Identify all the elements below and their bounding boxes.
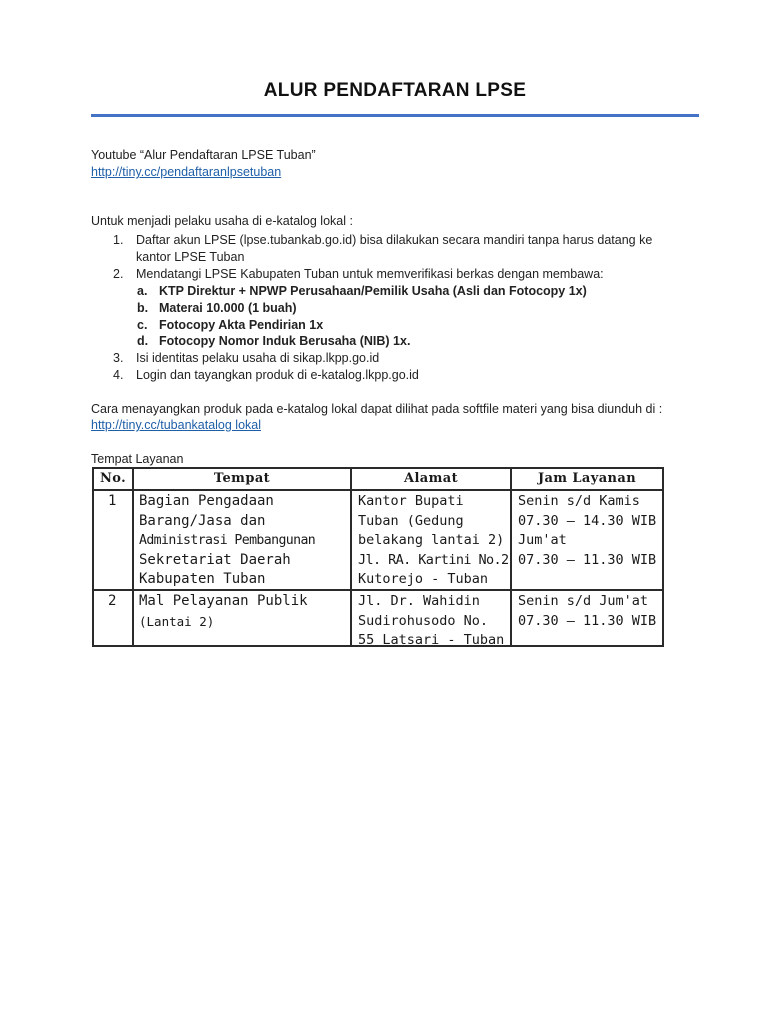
step-number: 2.	[113, 267, 124, 281]
alamat-line: Kantor Bupati	[358, 493, 464, 509]
sub-item-letter: d.	[137, 334, 149, 348]
tempat-line: Bagian Pengadaan	[139, 493, 274, 509]
step-text: Daftar akun LPSE (lpse.tubankab.go.id) bisa dilakukan secara mandiri tanpa harus datang ke	[136, 233, 653, 247]
tempat-line: Barang/Jasa dan	[139, 512, 266, 529]
step-text: Login dan tayangkan produk di e-katalog.lkpp.go.id	[136, 368, 419, 382]
sub-item-text: Materai 10.000 (1 buah)	[159, 301, 297, 315]
header-jam: Jam Layanan	[537, 471, 637, 486]
sub-item-letter: c.	[137, 318, 148, 332]
table-border	[350, 467, 352, 647]
table-border	[662, 467, 664, 647]
intro-text: Untuk menjadi pelaku usaha di e-katalog lokal :	[91, 214, 353, 228]
table-border	[92, 467, 664, 469]
page-title: ALUR PENDAFTARAN LPSE	[263, 80, 527, 101]
step-text: Mendatangi LPSE Kabupaten Tuban untuk memverifikasi berkas dengan membawa:	[136, 267, 604, 281]
header-no: No.	[99, 471, 127, 486]
sub-item-text: Fotocopy Nomor Induk Berusaha (NIB) 1x.	[159, 334, 411, 348]
row2-no: 2	[108, 593, 117, 609]
service-heading: Tempat Layanan	[91, 452, 184, 466]
sub-item-letter: b.	[137, 301, 149, 315]
title-underline	[91, 114, 699, 117]
tempat-line: Kabupaten Tuban	[139, 571, 266, 588]
tempat-line: Mal Pelayanan Publik	[139, 593, 308, 609]
alamat-line: belakang lantai 2)	[358, 532, 505, 549]
jam-line: 07.30 – 11.30 WIB	[518, 612, 657, 629]
row2-tempat	[139, 592, 308, 631]
row1-tempat	[139, 492, 315, 590]
jam-line: Senin s/d Jum'at	[518, 593, 649, 609]
jam-line: 07.30 – 11.30 WIB	[518, 551, 657, 568]
row1-alamat	[358, 492, 509, 590]
alamat-line: Tuban (Gedung	[358, 512, 464, 529]
catalog-link[interactable]: http://tiny.cc/tubankatalog lokal	[91, 418, 262, 432]
catalog-text: Cara menayangkan produk pada e-katalog lokal dapat dilihat pada softfile materi yang bisa diunduh di :	[91, 402, 663, 416]
step-number: 4.	[113, 368, 124, 382]
service-table	[92, 467, 664, 647]
header-alamat: Alamat	[403, 471, 459, 486]
sub-item-letter: a.	[137, 284, 148, 298]
step-text: Isi identitas pelaku usaha di sikap.lkpp.go.id	[136, 351, 380, 365]
jam-line: Jum'at	[518, 532, 567, 549]
step-text-continued: kantor LPSE Tuban	[136, 250, 245, 264]
sub-item-text: Fotocopy Akta Pendirian 1x	[159, 318, 324, 332]
table-border	[92, 467, 94, 647]
alamat-line: Jl. Dr. Wahidin	[358, 593, 480, 609]
row1-jam	[518, 492, 656, 570]
row2-jam	[518, 592, 656, 631]
tempat-line: Administrasi Pembangunan	[139, 533, 316, 549]
step-number: 3.	[113, 351, 124, 365]
tempat-line: (Lantai 2)	[139, 613, 215, 629]
tempat-line: Sekretariat Daerah	[139, 551, 291, 568]
video-link[interactable]: http://tiny.cc/pendaftaranlpsetuban	[91, 165, 282, 179]
table-border	[132, 467, 134, 647]
video-line: Youtube “Alur Pendaftaran LPSE Tuban”	[91, 148, 316, 162]
step-number: 1.	[113, 233, 124, 247]
jam-line: 07.30 – 14.30 WIB	[518, 512, 657, 529]
alamat-line: Jl. RA. Kartini No.2	[358, 551, 509, 568]
row1-no: 1	[108, 493, 117, 509]
sub-item-text: KTP Direktur + NPWP Perusahaan/Pemilik Usaha (Asli dan Fotocopy 1x)	[159, 284, 587, 298]
row2-alamat	[358, 592, 504, 651]
table-border	[510, 467, 512, 647]
table-border	[92, 489, 664, 491]
jam-line: Senin s/d Kamis	[518, 493, 640, 509]
header-tempat: Tempat	[213, 471, 271, 486]
alamat-line: 55 Latsari - Tuban	[358, 632, 505, 649]
alamat-line: Kutorejo - Tuban	[358, 571, 489, 588]
alamat-line: Sudirohusodo No.	[358, 612, 489, 629]
